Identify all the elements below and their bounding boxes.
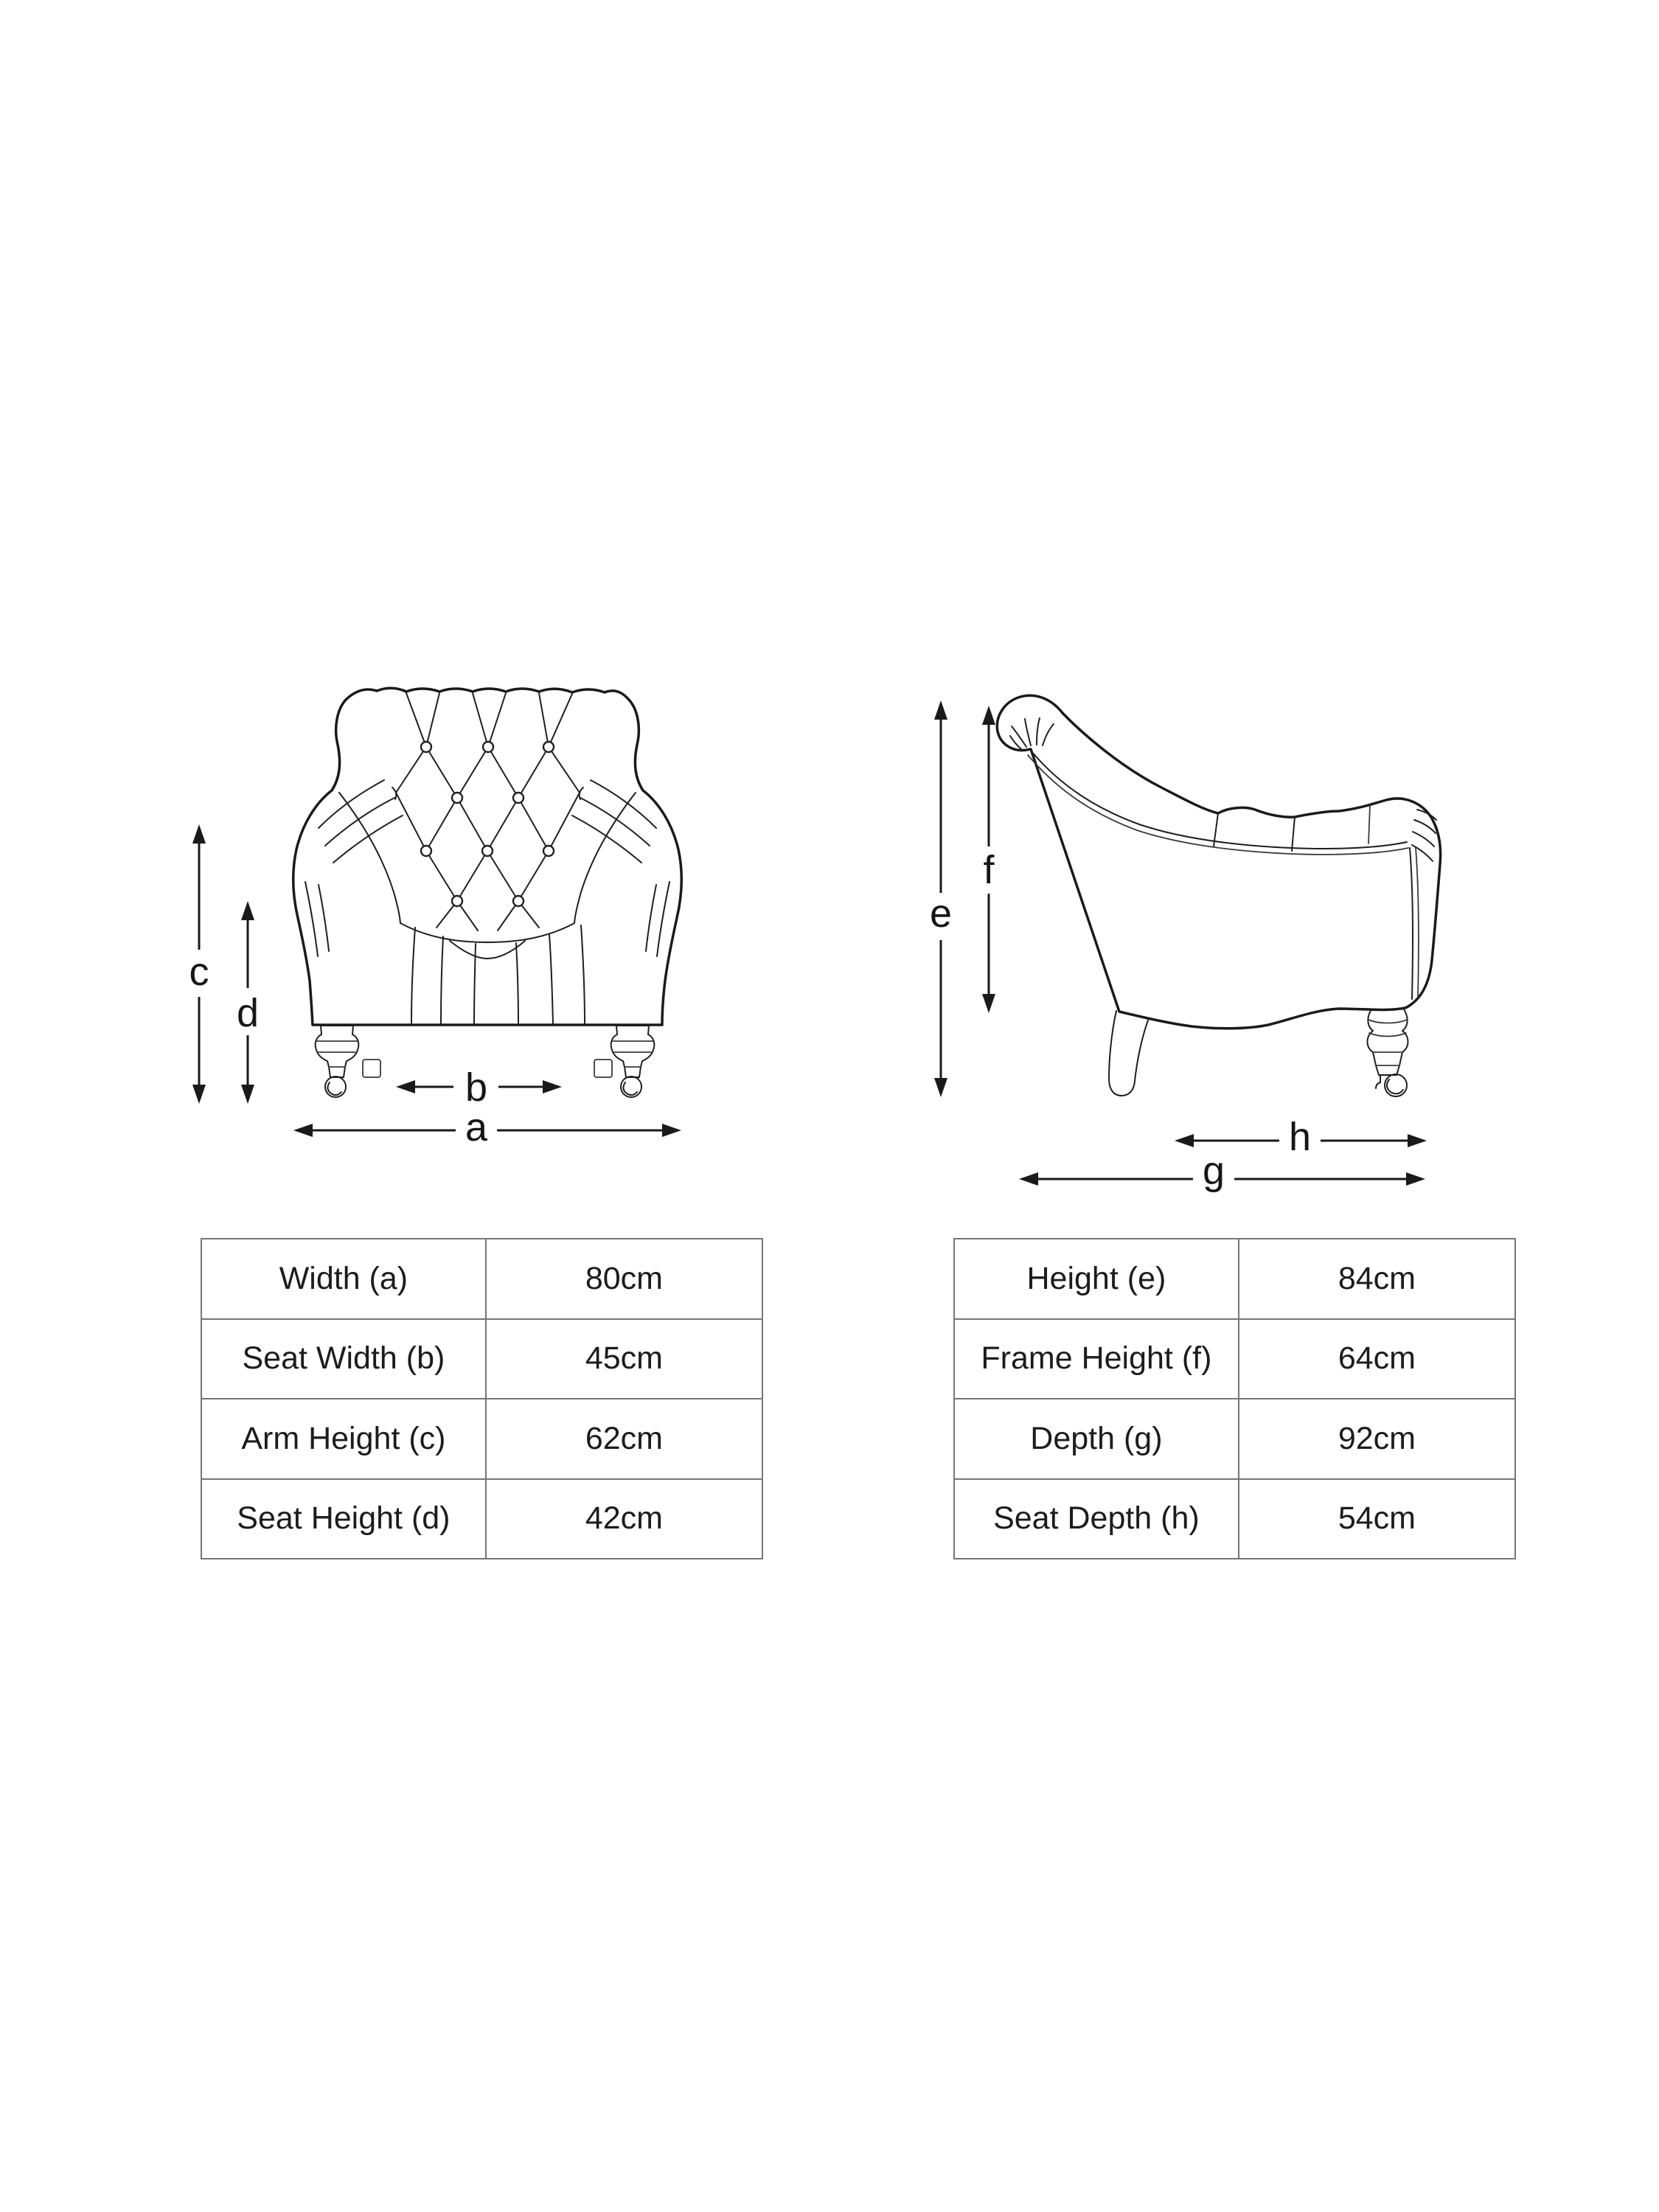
table-row [201, 1479, 762, 1559]
dimension-value-cell: 54cm [1239, 1479, 1515, 1559]
table-row [954, 1399, 1515, 1479]
table-row [954, 1479, 1515, 1559]
dimension-value-cell: 45cm [486, 1319, 762, 1399]
front-right-leg [594, 1026, 654, 1097]
dimension-arrow-a [293, 1105, 681, 1150]
dimension-arrow-d [237, 901, 259, 1104]
dimension-label-c: c [189, 950, 209, 994]
table-row [954, 1319, 1515, 1399]
dimension-label-cell: Depth (g) [954, 1399, 1239, 1479]
side-back-leg [1109, 1011, 1149, 1096]
dimension-value-cell: 42cm [486, 1479, 762, 1559]
front-left-leg [316, 1026, 380, 1097]
dimension-label-cell: Seat Height (d) [201, 1479, 486, 1559]
dimension-label-cell: Seat Width (b) [201, 1319, 486, 1399]
dimension-value-cell: 62cm [486, 1399, 762, 1479]
dimension-label-cell: Seat Depth (h) [954, 1479, 1239, 1559]
dimension-label-cell: Arm Height (c) [201, 1399, 486, 1479]
dimension-arrow-g [1019, 1149, 1425, 1193]
dimension-value-cell: 64cm [1239, 1319, 1515, 1399]
dimension-label-cell: Width (a) [201, 1239, 486, 1319]
dimension-label-cell: Frame Height (f) [954, 1319, 1239, 1399]
dimension-label-f: f [983, 848, 995, 892]
table-row [201, 1239, 762, 1319]
dimension-arrow-b [396, 1065, 562, 1110]
chair-side-outline [997, 695, 1440, 1029]
table-row [201, 1319, 762, 1399]
dimension-label-a: a [465, 1105, 488, 1150]
dimension-label-e: e [929, 891, 953, 936]
dimension-arrow-f [982, 706, 995, 1013]
side-front-leg [1368, 1009, 1408, 1096]
dimension-label-g: g [1202, 1149, 1225, 1193]
table-row [201, 1399, 762, 1479]
dimension-label-h: h [1288, 1115, 1312, 1159]
dimension-value-cell: 92cm [1239, 1399, 1515, 1479]
side-dimensions-table [953, 1238, 1516, 1559]
dimension-label-d: d [236, 991, 260, 1035]
chair-side-view-drawing [907, 660, 1534, 1209]
chair-front-view-drawing [170, 660, 782, 1169]
table-row [954, 1239, 1515, 1319]
dimension-arrow-e [930, 700, 952, 1097]
dimension-label-b: b [465, 1065, 488, 1110]
dimension-label-cell: Height (e) [954, 1239, 1239, 1319]
dimension-value-cell: 80cm [486, 1239, 762, 1319]
dimension-value-cell: 84cm [1239, 1239, 1515, 1319]
front-dimensions-table [201, 1238, 763, 1559]
dimension-arrow-c [189, 824, 209, 1104]
